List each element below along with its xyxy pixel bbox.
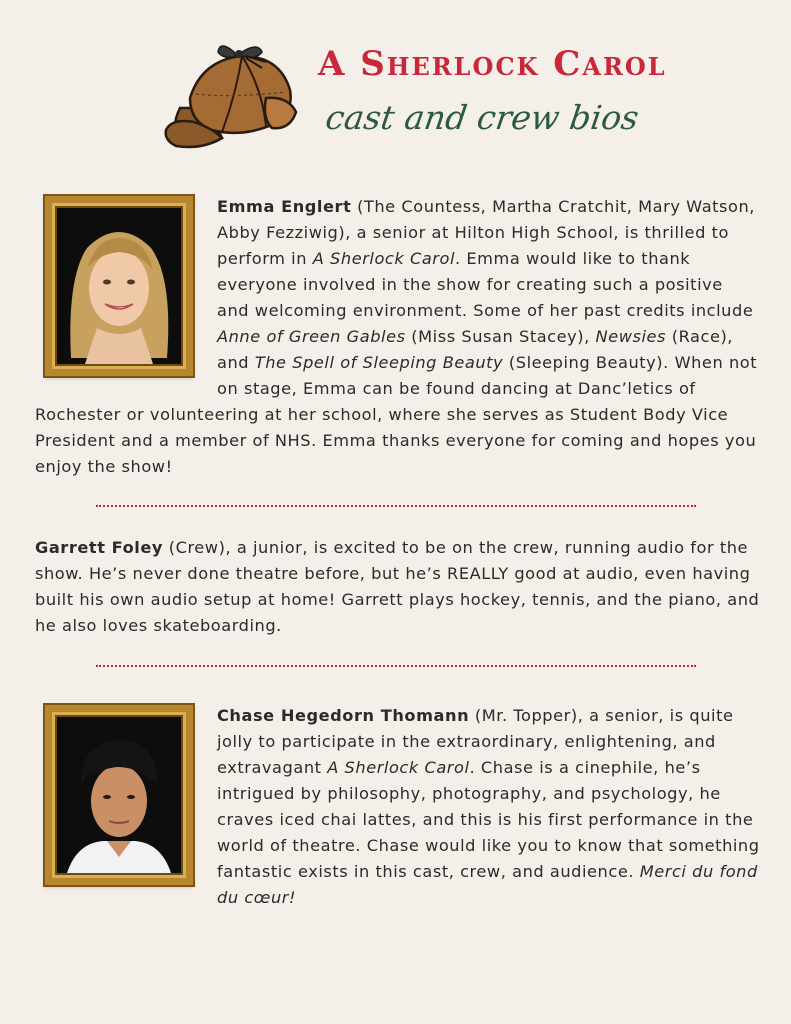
- portrait-frame: [45, 705, 193, 885]
- section-divider: [96, 505, 696, 507]
- page-header: [0, 0, 791, 170]
- deerstalker-hat-icon: [162, 38, 302, 154]
- portrait-photo-emma: [57, 208, 181, 364]
- closing-phrase: Merci du fond du cœur!: [217, 862, 758, 907]
- section-divider: [96, 665, 696, 667]
- cast-name: Chase Hegedorn Thomann: [217, 706, 470, 725]
- credit-title: Anne of Green Gables: [217, 327, 406, 346]
- credit-title: The Spell of Sleeping Beauty: [254, 353, 504, 372]
- bio-garrett-foley: [35, 535, 760, 639]
- cast-name: Emma Englert: [217, 197, 352, 216]
- bio-text: (Sleeping Beauty). When not on stage, Emma can be found dancing at Danc’letics of Rochester or volunteering at her school, where she serves as Student Body Vice President and a member of NHS. Emma thanks everyone for coming and hopes you enjoy the show!: [35, 353, 758, 476]
- bio-text: (Crew), a junior, is excited to be on the crew, running audio for the show. He’s never done theatre before, but he’s REALLY good at audio, even having built his own audio setup at home! Garrett plays hockey, tennis, and the piano, and he also loves skateboarding.: [35, 538, 760, 635]
- bio-text: (The Countess, Martha Cratchit, Mary Watson, Abby Fezziwig), a senior at Hilton High School, is thrilled to perform in: [217, 197, 756, 268]
- credit-title: Newsies: [595, 327, 667, 346]
- bio-chase-hegedorn-thomann: [35, 703, 760, 911]
- bio-text: (Mr. Topper), a senior, is quite jolly to participate in the extraordinary, enlightening, and extravagant: [217, 706, 734, 777]
- show-title: A Sherlock Carol: [327, 758, 470, 777]
- bio-text: (Race), and: [217, 327, 734, 372]
- show-title: A Sherlock Carol: [312, 249, 456, 268]
- bio-text: . Chase is a cinephile, he’s intrigued by philosophy, photography, and psychology, he craves iced chai lattes, and this is his first performance in the world of theatre. Chase would like you to know that something fantastic exists in this cast, crew, and audience.: [217, 758, 760, 881]
- page-subtitle: cast and crew bios: [323, 98, 642, 137]
- bio-text: (Miss Susan Stacey),: [405, 327, 596, 346]
- cast-name: Garrett Foley: [35, 538, 164, 557]
- bio-emma-englert: [35, 194, 760, 480]
- bio-text: . Emma would like to thank everyone involved in the show for creating such a positive and welcoming environment. Some of her past credits include: [217, 249, 754, 320]
- portrait-photo-chase: [57, 717, 181, 873]
- page-title: A Sherlock Carol: [318, 44, 667, 84]
- portrait-frame: [45, 196, 193, 376]
